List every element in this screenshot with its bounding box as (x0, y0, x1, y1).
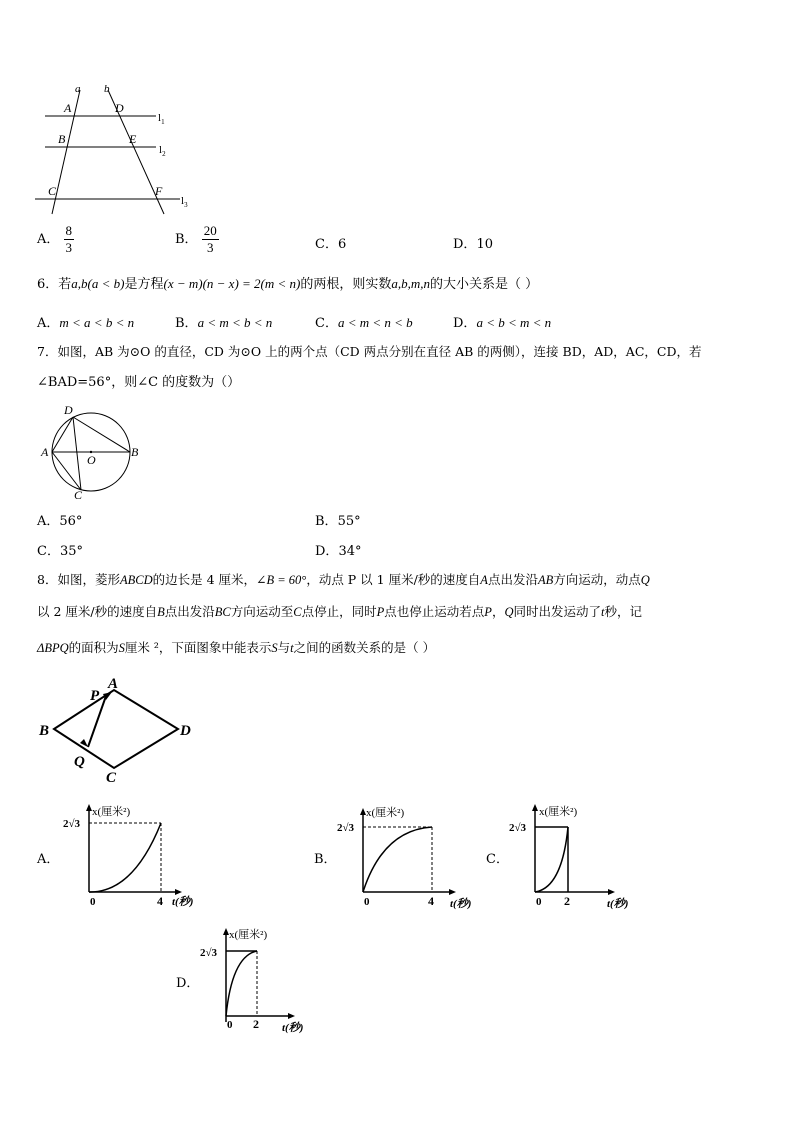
q7-point-C: C (74, 488, 83, 500)
q6-option-c: C．a < m < n < b (315, 315, 413, 331)
q8-graph-b-xval: 4 (428, 894, 434, 908)
q7-option-d: D．34° (315, 544, 362, 559)
q8-graph-a-xval: 4 (157, 894, 163, 908)
q5-option-a: A． $\frac{8}{3}$ (37, 223, 73, 255)
q8-graph-a (58, 798, 218, 910)
q8-graph-a-ylabel: x(厘米²) (92, 806, 131, 818)
q8-graph-d-xval: 2 (253, 1017, 259, 1031)
q8-graph-c-yval: 2√3 (509, 822, 527, 834)
q8-graph-b-yval: 2√3 (337, 822, 355, 834)
q5-parallel-lines-figure (30, 82, 200, 217)
q6-option-a: A．m < a < b < n (37, 315, 135, 331)
q7-point-B: B (131, 445, 139, 459)
q8-graph-d-origin: 0 (227, 1019, 233, 1031)
q8-point-C: C (106, 770, 117, 784)
q8-graph-c-xlabel: t(秒) (607, 898, 629, 910)
q8-graph-c (507, 798, 647, 910)
q8-question-line3: ΔBPQ的面积为S厘米 ²，下面图象中能表示S与t之间的函数关系的是（ ） (37, 640, 436, 655)
q5-option-d: D．10 (453, 237, 493, 252)
q7-option-c: C．35° (37, 544, 83, 559)
q8-graph-d-yval: 2√3 (200, 947, 218, 959)
q8-graph-b (335, 798, 495, 910)
q8-graph-c-origin: 0 (536, 896, 542, 908)
q8-graph-d-xlabel: t(秒) (282, 1022, 304, 1034)
q5-point-B: B (58, 132, 66, 146)
q7-option-b: B．55° (315, 514, 361, 529)
q7-question-line1: 7．如图，AB 为⊙O 的直径，CD 为⊙O 上的两个点（CD 两点分别在直径 AB 的两侧），连接 BD，AD，AC，CD，若 (37, 344, 702, 359)
q5-point-C: C (48, 184, 57, 198)
q8-graph-d (196, 922, 326, 1034)
q5-option-c: C．6 (315, 237, 347, 252)
q8-option-b-label: B． (314, 852, 337, 867)
q6-option-b: B．a < m < b < n (175, 315, 273, 331)
q8-point-A: A (108, 676, 119, 692)
q8-graph-b-xlabel: t(秒) (450, 898, 472, 910)
q8-point-P: P (90, 688, 100, 704)
q5-fraction-b: $\frac{20}{3}$ (203, 223, 217, 255)
q8-graph-a-xlabel: t(秒) (172, 896, 194, 908)
q8-graph-c-xval: 2 (564, 894, 570, 908)
q5-point-F: F (155, 184, 163, 198)
q8-question-line2: 以 2 厘米/秒的速度自B点出发沿BC方向运动至C点停止，同时P点也停止运动若点P，Q同时出发运动了t秒，记 (37, 604, 642, 619)
q6-option-d: D．a < b < m < n (453, 315, 552, 331)
q8-point-B: B (39, 723, 50, 739)
q8-graph-a-origin: 0 (90, 896, 96, 908)
q7-question-line2: ∠BAD=56°，则∠C 的度数为（） (37, 375, 241, 390)
q5-label-a: a (75, 83, 81, 95)
q8-graph-a-yval: 2√3 (63, 818, 81, 830)
q7-point-A: A (41, 445, 49, 459)
q8-option-a-label: A． (37, 852, 60, 867)
q8-graph-b-origin: 0 (364, 896, 370, 908)
q8-graph-c-ylabel: x(厘米²) (539, 806, 578, 818)
q5-point-D: D (115, 101, 124, 115)
q8-graph-d-ylabel: x(厘米²) (229, 929, 268, 941)
q8-question-line1: 8．如图，菱形ABCD的边长是 4 厘米，∠B = 60°，动点 P 以 1 厘米/秒的速度自A点出发沿AB方向运动，动点Q (37, 572, 650, 587)
q6-question: 6．若a,b(a < b)是方程(x − m)(n − x) = 2(m < n)的两根，则实数a,b,m,n的大小关系是（ ） (37, 276, 539, 292)
q7-circle-figure (36, 402, 146, 500)
q8-option-c-label: C． (486, 852, 509, 867)
q8-point-D: D (180, 723, 191, 739)
q8-option-d-label: D． (176, 976, 200, 991)
q5-point-A: A (64, 101, 72, 115)
q5-fraction-a: $\frac{8}{3}$ (65, 223, 73, 255)
q5-label-b: b (104, 83, 110, 95)
q7-point-O: O (87, 453, 96, 467)
q8-rhombus-figure (36, 672, 206, 784)
q8-graph-b-ylabel: x(厘米²) (366, 807, 405, 819)
q5-label-l3: $l_3$ (181, 195, 188, 209)
q7-point-D: D (64, 403, 73, 417)
q5-label-l2: $l_2$ (159, 144, 166, 158)
q7-option-a: A．56° (37, 514, 83, 529)
q8-point-Q: Q (74, 754, 85, 770)
q5-point-E: E (129, 132, 137, 146)
q5-label-l1: $l_1$ (158, 112, 165, 126)
q5-option-b: B． $\frac{20}{3}$ (175, 223, 217, 255)
